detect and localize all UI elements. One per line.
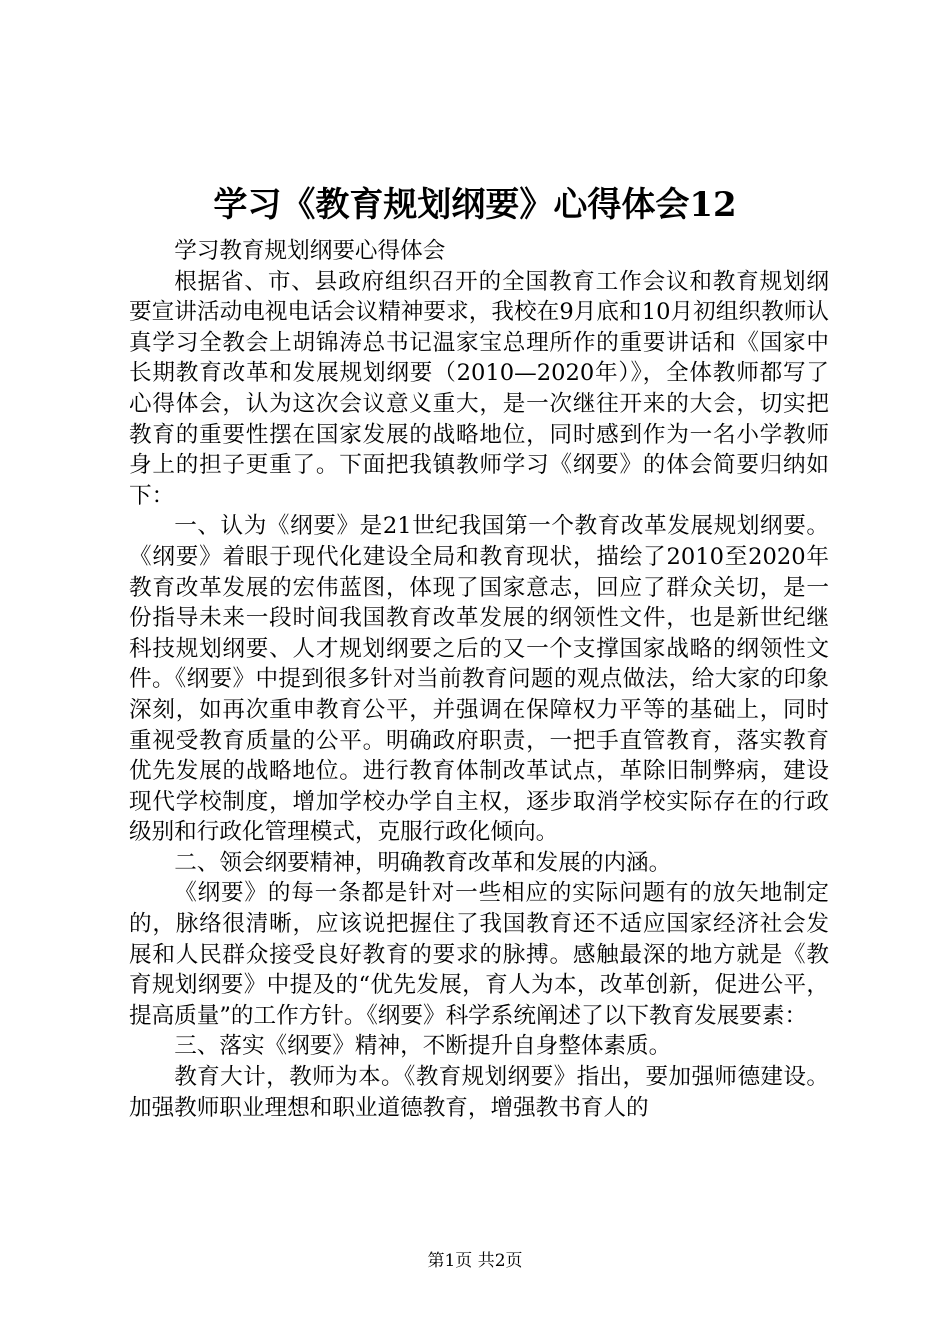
document-body (129, 236, 829, 1123)
section-heading: 三、落实《纲要》精神，不断提升自身整体素质。 (174, 1033, 672, 1060)
page-number-footer: 第1页 共2页 (427, 1251, 523, 1271)
body-paragraph: 《纲要》的每一条都是针对一些相应的实际问题有的放矢地制定的，脉络很清晰，应该说把握住了我国教育还不适应国家经济社会发展和人民群众接受良好教育的要求的脉搏。感触最深的地方就是《教育规划纲要》中提及的“优先发展，育人为本，改革创新，促进公平，提高质量”的工作方针。《纲要》科学系统阐述了以下教育发展要素： (129, 880, 829, 1029)
body-paragraph: 教育大计，教师为本。《教育规划纲要》指出，要加强师德建设。加强教师职业理想和职业道德教育，增强教书育人的 (129, 1064, 829, 1121)
subtitle-paragraph: 学习教育规划纲要心得体会 (174, 238, 446, 264)
body-paragraph: 一、认为《纲要》是21世纪我国第一个教育改革发展规划纲要。《纲要》着眼于现代化建设全局和教育现状，描绘了2010至2020年教育改革发展的宏伟蓝图，体现了国家意志，回应了群众关切，是一份指导未来一段时间我国教育改革发展的纲领性文件，也是新世纪继科技规划纲要、人才规划纲要之后的又一个支撑国家战略的纲领性文件。《纲要》中提到很多针对当前教育问题的观点做法，给大家的印象深刻，如再次重申教育公平，并强调在保障权力平等的基础上，同时重视受教育质量的公平。明确政府职责，一把手直管教育，落实教育优先发展的战略地位。进行教育体制改革试点，革除旧制弊病，建设现代学校制度，增加学校办学自主权，逐步取消学校实际存在的行政级别和行政化管理模式，克服行政化倾向。 (129, 513, 829, 846)
document-title: 学习《教育规划纲要》心得体会12 (213, 185, 737, 225)
body-paragraph: 根据省、市、县政府组织召开的全国教育工作会议和教育规划纲要宣讲活动电视电话会议精神要求，我校在9月底和10月初组织教师认真学习全教会上胡锦涛总书记温家宝总理所作的重要讲话和《国家中长期教育改革和发展规划纲要（2010—2020年）》，全体教师都写了心得体会，认为这次会议意义重大，是一次继往开来的大会，切实把教育的重要性摆在国家发展的战略地位，同时感到作为一名小学教师身上的担子更重了。下面把我镇教师学习《纲要》的体会简要归纳如下： (129, 268, 829, 509)
section-heading: 二、领会纲要精神，明确教育改革和发展的内涵。 (174, 849, 672, 876)
